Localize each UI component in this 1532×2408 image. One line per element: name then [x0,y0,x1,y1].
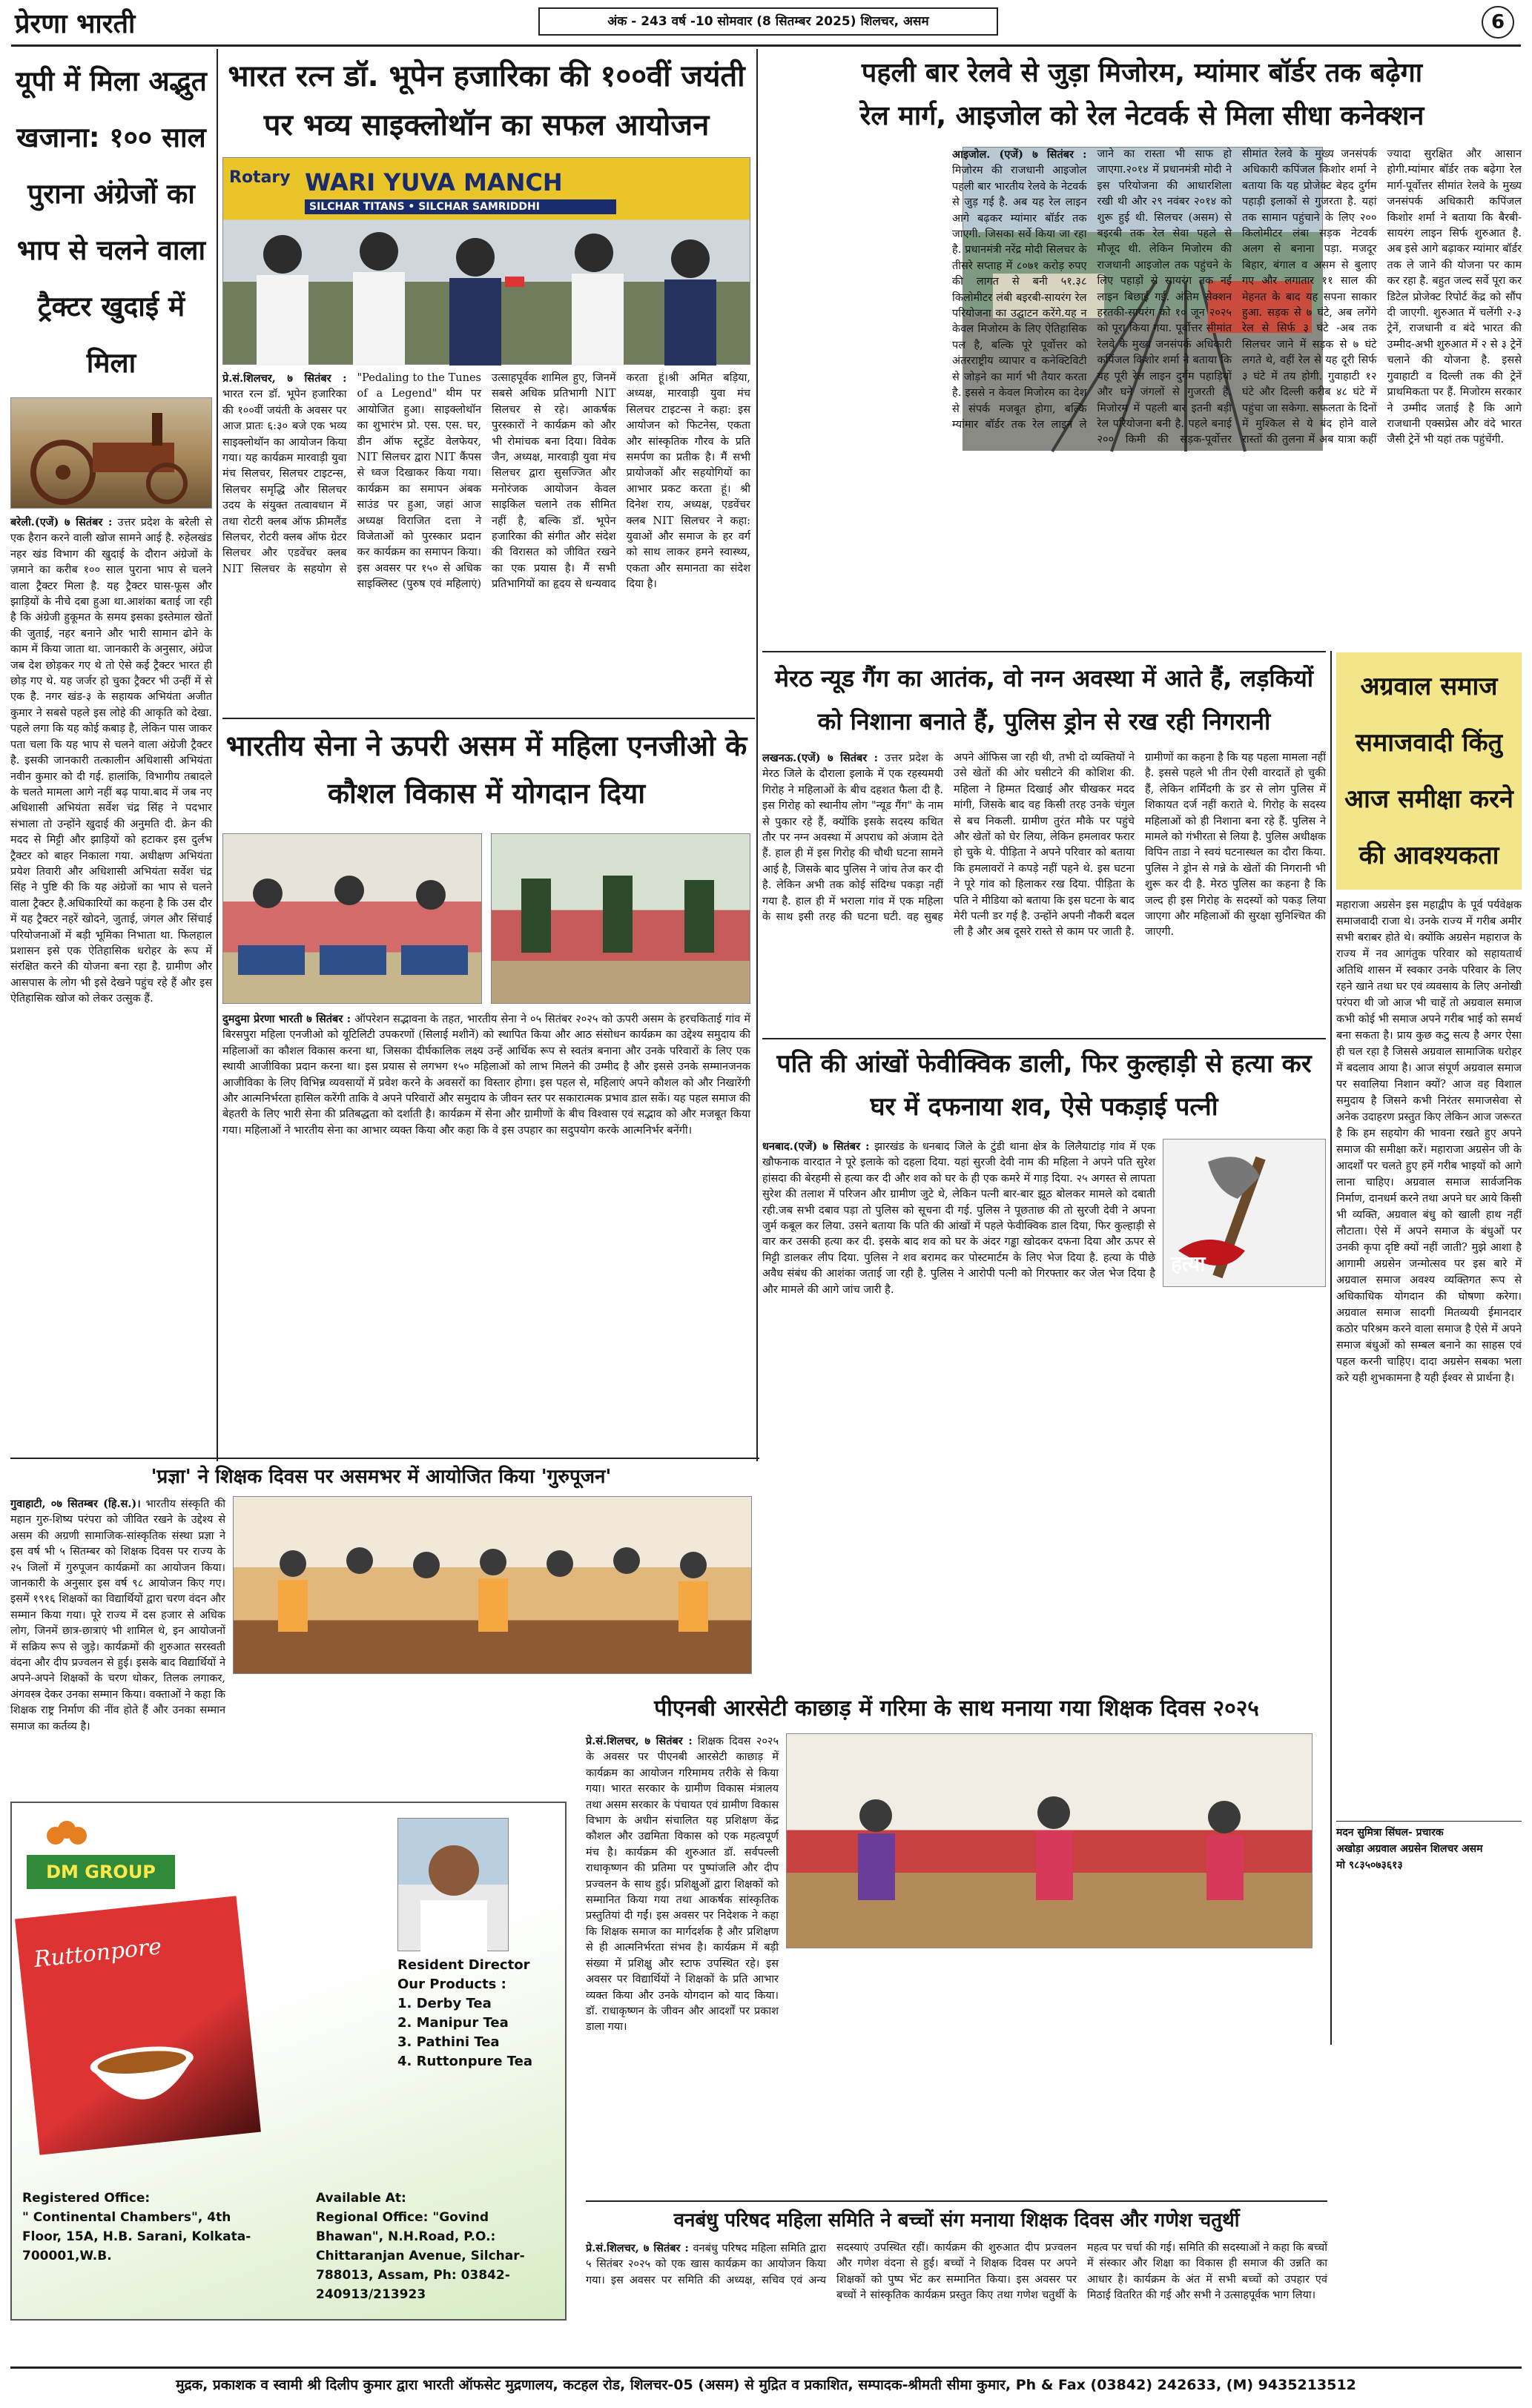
meerut-dateline: लखनऊ.(एजें) ७ सितंबर : [762,752,879,764]
mizoram-headline-1: पहली बार रेलवे से जुड़ा मिजोरम, म्यांमार बॉर्डर तक बढ़ेगा [861,58,1423,88]
gurupujan-photo [233,1496,752,1674]
cyclothon-headline: भारत रत्न डॉ. भूपेन हजारिका की १००वीं जयंती पर भव्य साइक्लोथॉन का सफल आयोजन [228,59,745,142]
gurupujan-headline: 'प्रज्ञा' ने शिक्षक दिवस पर असमभर में आयोजित किया 'गुरुपूजन' [151,1466,612,1488]
section-rule [222,718,755,719]
tractor-story [10,53,212,1453]
ceremony-crowd-icon [234,1497,753,1675]
cyclothon-photo [222,157,750,365]
vanbandhu-story [586,2205,1327,2353]
cyclothon-dateline: प्रे.सं.शिलचर, ७ सितंबर : [222,372,347,385]
dm-group-logo-icon [44,1821,89,1850]
vanbandhu-body: वनबंधु परिषद महिला समिति द्वारा ५ सितंबर २०२५ को एक खास कार्यक्रम का आयोजन किया गया। इस अवसर पर समिति की अध्यक्ष, सचिव एवं अन्य सदस्याएं उपस्थित रहीं। कार्यक्रम की शुरुआत दीप प्रज्वलन और गणेश वंदना से हुई। बच्चों ने शिक्षक दिवस पर अपने शिक्षकों को पुष्प भेंट कर सम्मानित किया। इस अवसर पर बच्चों ने सांस्कृतिक कार्यक्रम प्रस्तुत किए तथा गणेश चतुर्थी के महत्व पर चर्चा की गई। समिति की सदस्याओं ने कहा कि बच्चों में संस्कार और शिक्षा का विकास ही समाज की उन्नति का आधार है। कार्यक्रम के अंत में सभी बच्चों को उपहार एवं मिठाई वितरित की गई और सभी ने उत्साहपूर्वक भाग लिया। [586,2242,1327,2302]
available-at-label: Available At: [316,2191,406,2206]
masthead-rule [11,44,1521,47]
sewing-women-icon [223,834,483,1005]
footer-rule [10,2366,1522,2369]
army-story [222,722,750,1452]
cyclothon-story [222,52,750,719]
tractor-photo [10,397,212,509]
signature-org: अखोड़ा अग्रवाल अग्रसेन शिलचर असम [1336,1843,1483,1855]
registered-office-label: Registered Office: [22,2191,151,2206]
dm-group-ad [10,1802,567,2321]
masthead [0,0,1532,46]
knife-body: झारखंड के धनबाद जिले के टुंडी थाना क्षेत्र के लिलैयाटांड़ गांव में एक खौफनाक वारदात ने पूरे इलाके को दहला दिया. यहां सुरजी देवी नाम की महिला ने अपने पति सुरेश हांसदा की बेरहमी से हत्या कर दी और शव को घर के ही एक कमरे में गाड़ दिया. २५ अगस्त से लापता सुरेश की तलाश में परिजन और ग्रामीण जुटे थे, लेकिन पत्नी बार-बार झूठ बोलकर मामले को दबाती रही.जब सभी दबाव पड़ा तो पुलिस को सूचना दी गई. पुलिस ने पूछताछ की तो सुरजी देवी ने अपना जुर्म कबूल कर लिया. उसने बताया कि पति की आंखों में पहले फेवीक्विक डाल दिया, फिर कुल्हाड़ी से वार कर उसकी हत्या कर दी. इसके बाद शव को घर के अंदर गड्ढा खोदकर दफना दिया और ऊपर से मिट्टी डालकर लीप दिया. पुलिस ने शव बरामद कर पोस्टमार्टम के लिए भेज दिया है. हत्या के पीछे अवैध संबंध की आशंका जताई जा रही है. पुलिस ने आरोपी पत्नी को गिरफ्तार कर जेल भेज दिया है और मामले की आगे जांच जारी है. [762,1141,1155,1296]
pnb-photo [786,1733,1313,1948]
tea-pack [15,1896,261,2155]
meerut-headline: मेरठ न्यूड गैंग का आतंक, वो नग्न अवस्था में आते हैं, लड़कियों को निशाना बनाते हैं, पुलिस ड्रोन से रख रही निगरानी [774,664,1314,735]
knife-photo [1163,1139,1326,1287]
army-group-icon [492,834,751,1005]
meerut-body: उत्तर प्रदेश के मेरठ जिले के दौराला इलाके में एक रहस्यमयी गिरोह ने महिलाओं के बीच दहशत फैला दी है. इस गिरोह को स्थानीय लोग "न्यूड गैंग" के नाम से पुकार रहे हैं, क्योंकि इसके सदस्य कथित तौर पर नग्न अवस्था में अपराध को अंजाम देते हैं. हाल ही में इस गिरोह की चौथी घटना सामने आई है, जिसके बाद पुलिस ने जांच तेज कर दी है. लेकिन अभी तक कोई संदिग्ध पकड़ा नहीं गया है. हाल ही में भराला गांव में एक महिला के साथ इसी तरह की घटना घटी. वह सुबह अपने ऑफिस जा रही थी, तभी दो व्यक्तियों ने उसे खेतों की ओर घसीटने की कोशिश की. महिला ने हिम्मत दिखाई और चीखकर मदद मांगी, जिसके बाद वह किसी तरह उनके चंगुल से बच निकली. ग्रामीण तुरंत मौके पर पहुंचे और खेतों को घेर लिया, लेकिन हमलावर फरार हो चुके थे. पीड़िता ने अपने परिवार को बताया कि हमलावरों ने कपड़े नहीं पहने थे. इस घटना ने पूरे गांव को हिलाकर रख दिया. पीड़िता के पति ने मीडिया को बताया कि इस घटना के बाद मेरी पत्नी डर गई है. उन्होंने अपनी नौकरी बदल ली है और अब दूसरे रास्ते से काम पर जाती है. ग्रामीणों का कहना है कि यह पहला मामला नहीं है. इससे पहले भी तीन ऐसी वारदातें हो चुकी हैं, लेकिन शर्मिंदगी के डर से लोग पुलिस में शिकायत दर्ज नहीं कराते थे. गिरोह के सदस्य महिलाओं को ही निशाना बना रहे हैं. पुलिस ने मामले को गंभीरता से लिया है. पुलिस अधीक्षक विपिन ताडा ने स्वयं घटनास्थल का दौरा किया. पुलिस ने ड्रोन से गन्ने के खेतों की निगरानी भी शुरू कर दी है. मेरठ पुलिस का कहना है कि जल्द ही इस गिरोह के सदस्यों को पकड़ लिया जाएगा और महिलाओं की सुरक्षा सुनिश्चित की जाएगी. [762,752,1326,939]
product-3: 3. Pathini Tea [397,2034,500,2050]
section-rule [762,651,1326,652]
steam-tractor-icon [11,398,213,509]
army-body: ऑपरेशन सद्भावना के तहत, भारतीय सेना ने ०५ सितंबर २०२५ को ऊपरी असम के हरचकिताई गांव में बिरसपुरा महिला एनजीओ को यूटिलिटी उपकरणों (सिलाई मशीनें) को स्थापित किया और आठ संसोधन कार्यक्रम का उद्देश्य समुदाय की महिलाओं का कौशल विकास करना था, जिसका दीर्घकालिक लक्ष्य उन्हें आर्थिक रूप से स्वतंत्र बनाना और उनके परिवारों के लिए एक स्थायी आजीविका प्रदान करना था। इस प्रयास से लगभग १५० महिलाओं को लाभ मिलने की उम्मीद है और इससे उनके सम्मानजनक आजीविका के लिए विभिन्न व्यवसायों में प्रवेश करने के अवसरों का विस्तार होगा। इस पहल से, महिलाएं अपने कौशल को और निखारेंगी और आत्मनिर्भरता हासिल करेंगी ताकि वे अपने परिवारों और समुदाय के जीवन स्तर पर सकारात्मक प्रभाव डाल सकें। यह पहल समाज की बेहतरी के लिए भारी सेना की प्रतिबद्धता को दर्शाती है। कार्यक्रम में सेना और ग्रामीणों के बीच विश्वास एवं सद्भाव को और मजबूत किया गया। महिलाओं ने भारतीय सेना का आभार व्यक्त किया और कहा कि वे इस उपहार का सदुपयोग करके आत्मनिर्भर बनेंगी। [222,1013,750,1137]
army-dateline: दुमदुमा प्रेरणा भारती ७ सितंबर : [222,1013,351,1025]
tractor-body: उत्तर प्रदेश के बरेली से एक हैरान करने वाली खोज सामने आई है. रुहेलखंड नहर खंड विभाग की खुदाई के दौरान अंग्रेजों के ज़माने का करीब १०० साल पुराना भाप से चलने वाला ट्रैक्टर मिला है. यह ट्रैक्टर घास-फूस और झाड़ि‍यों के नीचे दबा हुआ था.आशंका बताई जा रही है कि अंग्रेजी हुकूमत के समय इसका इस्तेमाल खेतों की जुताई, नहर बनाने और भारी सामान ढोने के काम में किया जाता था. जानकारी के अनुसार, अंग्रेज जब देश छोड़कर गए थे तो ऐसे कई ट्रैक्टर भारत ही छोड़ गए थे. यह जर्जर हो चुका ट्रैक्टर भी उन्हीं में से एक है. नगर खंड-३ के सहायक अभियंता अजीत कुमार ने सबसे पहले इस लोहे की आकृति को देखा. पहले लगा कि यह कोई कबाड़ है, लेकिन पास जाकर पता चला कि यह भाप से चलने वाला अंग्रेजी ट्रैक्टर है. इसकी जानकारी तत्कालीन अधिशासी अभियंता नवीन कुमार को दी गई. हालांकि, विभागीय तबादले के चलते मामला आगे नहीं बढ़ पाया.बाद में जब नए अधिशासी अभियंता सर्वेश चंद्र सिंह ने पदभार संभाला तो उन्होंने खुदाई की अनुमति दी. क्रेन की मदद से मिट्टी और झाड़ि‍यों को हटाकर इस दुर्लभ ट्रैक्टर को बाहर निकाला गया. अधीक्षण अभियंता प्रयेश तिवारी और अधिशासी अभियंता सर्वेश चंद्र सिंह ने पुष्टि की कि यह अंग्रेजों का भाप से चलने वाला ट्रैक्टर है.अधिकारियों का कहना है कि उस दौर में यह ट्रैक्टर नहरें खोदने, जुताई, जंगल और सिंचाई परियोजनाओं में बड़ी भूमिका निभाता था. फिलहाल प्रशासन इसे एक ऐतिहासिक धरोहर के रूप में संरक्षित करने की योजना बना रहा है. ग्रामीण और आसपास के लोग भी इसे देखने पहुंच रहे हैं और इस ऐतिहासिक खोज को लेकर उत्सुक हैं. [10,517,212,1005]
photo-banner-sub: SILCHAR TITANS • SILCHAR SAMRIDDHI [305,199,616,214]
army-photo-1 [222,833,482,1004]
gurupujan-dateline: गुवाहाटी, ०७ सितम्बर (हि.स.)। [10,1498,141,1510]
registered-office-address: " Continental Chambers", 4th Floor, 15A, H.B. Sarani, Kolkata-700001,W.B. [22,2210,251,2263]
photo-banner-left: Rotary [229,168,291,187]
vanbandhu-headline: वनबंधु परिषद महिला समिति ने बच्चों संग मनाया शिक्षक दिवस और गणेश चतुर्थी [673,2209,1240,2232]
teachers-day-icon [787,1734,1313,1949]
army-photo-2 [491,833,750,1004]
pnb-dateline: प्रे.सं.शिलचर, ७ सितंबर : [586,1735,693,1747]
resident-director: Resident Director [397,1957,530,1973]
mizoram-body: मिजोरम की राजधानी आइजोल पहली बार भारतीय रेलवे के नेटवर्क से जुड़ गई है. अब यह रेल लाइन आगे बढ़कर म्यांमार बॉर्डर तक जाएगी. जिसका सर्वे किया जा रहा है. प्रधानमंत्री नरेंद्र मोदी सिलचर के तीसरे सप्ताह में ८०७१ करोड़ रुपए की लागत से बनी ५१.३८ किलोमीटर लंबी बइरबी-सायरंग रेल परियोजना का उद्घाटन करेंगे.यह न केवल मिजोरम के लिए ऐतिहासिक पल है, बल्कि पूरे पूर्वोत्तर को अंतरराष्ट्रीय व्यापार व कनेक्टिविटी से जोड़ने का मार्ग भी तैयार करता है. इससे न केवल मिजोरम का देश से संपर्क मजबूत होगा, बल्कि म्यांमार बॉर्डर तक रेल लाइन ले जाने का रास्ता भी साफ हो जाएगा.२०१४ में प्रधानमंत्री मोदी ने इस परियोजना की आधारशिला रखी थी और २९ नवंबर २०१४ को शुरू हुई थी. सिलचर (असम) से बइरबी तक रेल सेवा पहले से मौजूद थी. लेकिन मिजोरम की राजधानी आइजोल तक पहुंचने के लिए पहाड़ों से सायरंग तक नई लाइन बिछाई गई. अंतिम सेक्शन हरतकी-सायरंग को १० जून २०२५ को पूरा किया गया. पूर्वोत्तर सीमांत रेलवे के मुख्य जनसंपर्क अधिकारी कपिंजल किशोर शर्मा ने बताया कि यह पूरी रेल लाइन दुर्गम पहाड़ियों और घने जंगलों से गुजरती है. मिजोरम में पहली बार इतनी बड़ी रेल परियोजना बनी है. पहले बनाई २०० किमी की सड़क-पूर्वोत्तर सीमांत रेलवे के मुख्य जनसंपर्क अधिकारी कपिंजल किशोर शर्मा ने बताया कि यह प्रोजेक्ट बेहद दुर्गम पहाड़ी इलाकों से गुजरता है. यहां तक सामान पहुंचाने के लिए २०० किलोमीटर लंबा सड़क नेटवर्क अलग से बनाना पड़ा. मजदूर बिहार, बंगाल व असम से बुलाए गए और लगातार ११ साल की मेहनत के बाद यह सपना साकार हुआ. सड़क से ७ घंटे, अब लगेंगे रेल से सिर्फ ३ घंटे -अब तक सिलचर जाने में सड़क से ७ घंटे लगते थे, वहीं रेल से यह दूरी सिर्फ ३ घंटे में तय होगी. गुवाहाटी १२ घंटे और दिल्ली करीब ४८ घंटे में पहुंचा जा सकेगा. सफलता के दिनों में मुश्किल से ये बंद होने वाले रास्तों की तुलना में अब यात्रा कहीं ज्यादा सुरक्षित और आसान होगी.म्यांमार बॉर्डर तक बढ़ेगा रेल मार्ग-पूर्वोत्तर सीमांत रेलवे के मुख्य जनसंपर्क अधिकारी कपिंजल किशोर शर्मा ने बताया कि बैरबी-सायरंग लाइन सिर्फ शुरुआत है. अब इसे आगे बढ़ाकर म्यांमार बॉर्डर तक ले जाने की योजना पर काम कर रहा है. बहुत जल्द सर्वे पूरा कर डिटेल प्रोजेक्ट रिपोर्ट केंद्र को सौंप दी जाएगी. शुरुआत में चलेंगी २-३ ट्रेनें, राजधानी व बंदे भारत की उम्मीद-अभी शुरुआत में २ से ३ ट्रेनें चलाने की योजना है. इससे गुवाहाटी व दिल्ली तक की ट्रेनें प्राथमिकता पर हैं. मिजोरम सरकार ने उम्मीद जताई है कि आगे राजधानी एक्सप्रेस और वंदे भारत जैसी ट्रेनें भी यहां तक पहुंचेंगी. [952,148,1522,446]
column-rule [1330,651,1332,2045]
page-number: 6 [1482,6,1514,39]
mizoram-headline-2: रेल मार्ग, आइजोल को रेल नेटवर्क से मिला सीधा कनेक्शन [859,101,1424,131]
gurupujan-story [10,1462,752,1733]
pnb-headline: पीएनबी आरसेटी काछाड़ में गरिमा के साथ मनाया गया शिक्षक दिवस २०२५ [654,1696,1259,1721]
tea-pack-label: Ruttonpore [33,1934,163,1974]
issue-line: अंक - 243 वर्ष -10 सोमवार (8 सितम्बर 2025) शिलचर, असम [538,7,998,36]
signature-name: मदन सुमित्रा सिंघल- प्रचारक [1336,1827,1444,1839]
cyclothon-body: भारत रत्न डॉ. भूपेन हजारिका की १००वीं जयंती के अवसर पर आज प्रातः ६:३० बजे एक भव्य साइक्लोथॉन का आयोजन किया गया। यह कार्यक्रम मारवाड़ी युवा मंच सिलचर, सिलचर टाइटन्स, सिलचर समृद्धि और सिलचर उदय के संयुक्त तत्वावधान में तथा रोटरी क्लब ऑफ फ्रीमलैंड सिलचर, रोटरी क्लब ऑफ ग्रेटर सिलचर और एडवेंचर क्लब NIT सिलचर के सहयोग से "Pedaling to the Tunes of a Legend" थीम पर आयोजित हुआ। साइक्लोथॉन का शुभारंभ प्रो. एस. एस. घर, डीन ऑफ स्टूडेंट वेलफेयर, NIT सिलचर द्वारा NIT कैंपस से ध्वज दिखाकर किया गया। कार्यक्रम का समापन अंबक साउंड पर हुआ, जहां आज अध्यक्ष विराजित दत्ता ने विजेताओं को पुरस्कार प्रदान कर कार्यक्रम का समापन किया।इस अवसर पर १५० से अधिक साइक्लिस्ट (पुरुष एवं महिलाएं) उत्साहपूर्वक शामिल हुए, जिनमें सबसे अधिक प्रतिभागी NIT सिलचर से रहे। आकर्षक पुरस्कारों ने कार्यक्रम को और भी रोमांचक बना दिया। विवेक जैन, अध्यक्ष, मारवाड़ी युवा मंच सिलचर द्वारा सुसज्जित और मनोरंजक आयोजन केवल साइकिल चलाने तक सीमित नहीं है, बल्कि डॉ. भूपेन हजारिका की संगीत और संदेश की विरासत को जीवित रखने का एक प्रयास है। मैं सभी प्रतिभागियों का हृदय से धन्यवाद करता हूं।श्री अमित बड़िया, अध्यक्ष, मारवाड़ी युवा मंच सिलचर टाइटन्स ने कहा: इस आयोजन को फिटनेस, एकता और सांस्कृतिक गौरव के प्रति समर्पण का प्रतीक है। मैं सभी प्रायोजकों और सहयोगियों का आभार प्रकट करता हूं। श्री दिनेश राय, अध्यक्ष, एडवेंचर क्लब NIT सिलचर ने कहा: युवाओं और समाज के हर वर्ग को साथ लाकर हमने स्वास्थ्य, एकता और समानता का संदेश दिया है। [222,372,750,591]
samaj-signature [1336,1821,1522,1873]
person-icon [398,1819,509,1952]
section-rule [586,2200,1327,2202]
photo-banner-main: WARI YUVA MANCH [305,168,563,196]
knife-dateline: धनबाद.(एजें) ७ सितंबर : [762,1140,870,1153]
tea-cup-icon [70,2011,214,2128]
products-heading: Our Products : [397,1977,506,1992]
participants-icon [223,225,751,366]
product-1: 1. Derby Tea [397,1996,492,2011]
regional-office: Regional Office: "Govind Bhawan", N.H.Road, P.O.: Chittaranjan Avenue, Silchar-788013, Assam, Ph: 03842-240913/213923 [316,2210,525,2302]
pnb-story [586,1692,1327,2063]
pnb-body: शिक्षक दिवस २०२५ के अवसर पर पीएनबी आरसेटी काछाड़ में कार्यक्रम का आयोजन गरिमामय तरीके से किया गया। भारत सरकार के ग्रामीण विकास मंत्रालय तथा असम सरकार के पंचायत एवं ग्रामीण विकास विभाग के अधीन संचालित यह प्रशिक्षण केंद्र कौशल और उद्यमिता विकास को एक महत्वपूर्ण मंच है। कार्यक्रम की शुरुआत डॉ. सर्वपल्ली राधाकृष्णन की प्रतिमा पर पुष्पांजलि और दीप प्रज्वलन के साथ हुई। प्रशिक्षुओं द्वारा शिक्षकों को सम्मानित किया गया तथा आकर्षक सांस्कृतिक प्रस्तुतियां दी गईं। इस अवसर पर निदेशक ने कहा कि शिक्षक समाज का मार्गदर्शक है और प्रशिक्षण से ही आत्मनिर्भरता संभव है। कार्यक्रम में बड़ी संख्या में प्रशिक्षु और स्टाफ उपस्थित रहे। इस अवसर पर विद्यार्थियों ने शिक्षकों के प्रति आभार व्यक्त किया और उनके योगदान को याद किया। डॉ. राधाकृष्णन के जीवन और आदर्शों पर प्रकाश डाला गया। [586,1736,779,2034]
product-2: 2. Manipur Tea [397,2015,509,2031]
samaj-story [1336,652,1522,2046]
section-rule [762,1038,1326,1039]
knife-photo-caption: हत्या [1171,1251,1206,1276]
army-headline: भारतीय सेना ने ऊपरी असम में महिला एनजीओ के कौशल विकास में योगदान दिया [225,730,747,810]
product-4: 4. Ruttonpure Tea [397,2054,532,2069]
column-rule [217,49,218,1461]
mizoram-story [762,52,1522,645]
director-photo [397,1818,509,1951]
tractor-headline: यूपी में मिला अद्भुत खजाना: १०० साल पुराना अंग्रेजों का भाप से चलने वाला ट्रैक्टर खुदाई में मिला [16,65,207,379]
mizoram-dateline: आइजोल. (एजें) ७ सितंबर : [952,148,1087,161]
samaj-headline: अग्रवाल समाज समाजवादी किंतु आज समीक्षा करने की आवश्यकता [1336,652,1522,890]
paper-name: प्रेरणा भारती [15,9,136,39]
vanbandhu-dateline: प्रे.सं.शिलचर, ७ सितंबर : [586,2242,689,2255]
section-rule [10,1458,759,1459]
footer-imprint: मुद्रक, प्रकाशक व स्वामी श्री दिलीप कुमार द्वारा भारती ऑफसेट मुद्रणालय, कटहल रोड, शिलचर-05 (असम) से मुद्रित व प्रकाशित, सम्पादक-श्रीमती सीमा कुमार, Ph & Fax (03842) 242633, (M) 9435213512 [176,2377,1356,2393]
gurupujan-body: भारतीय संस्कृति की महान गुरु-शिष्य परंपरा को जीवित रखने के उद्देश्य से असम की अग्रणी सामाजिक-सांस्कृतिक संस्था प्रज्ञा ने इस वर्ष भी ५ सितम्बर को शिक्षक दिवस पर राज्य के २५ जिलों में गुरुपूजन कार्यक्रमों का आयोजन किया।जानकारी के अनुसार इस वर्ष ९८ आयोजन किए गए। इसमें १९१६ शिक्षकों का विद्यार्थियों द्वारा चरण वंदन और सम्मान किया गया। पूरे राज्य में दस हजार से अधिक लोग, जिनमें छात्र-छात्राएं भी शामिल थे, इन आयोजनों में सक्रिय रूप से जुड़े। कार्यक्रमों की शुरुआत सरस्वती वंदना और दीप प्रज्वलन से हुई। इसके बाद विद्यार्थियों ने अपने-अपने शिक्षकों के चरण धोकर, तिलक लगाकर, अंगवस्त्र देकर उनका सम्मान किया। वक्ताओं ने कहा कि शिक्षक राष्ट्र निर्माण की नींव होते हैं और उनका सम्मान समाज का कर्तव्य है। [10,1498,226,1733]
signature-phone: मो ९८३५०७३६१३ [1336,1859,1403,1871]
knife-story [762,1042,1326,1458]
column-rule [756,49,758,1461]
samaj-body: महाराजा अग्रसेन इस महाद्वीप के पूर्व पर्यवेक्षक समाजवादी राजा थे। उनके राज्य में गरीब अमीर सभी बराबर होते थे। क्योंकि अग्रसेन महाराज के राज्य में नव आगंतुक परिवार को सहायतार्थ अतिथि शासन में स्वकार उनके परिवार के लिए रहने खाने तथा घर एवं व्यवसाय के लिए अनोखी परंपरा थी जो आज भी चाहें तो अग्रवाल समाज कभी कोई भी समाज अपने गरीब भाई को समर्थ बना सकता है। प्राय कुछ कटु सत्य है अगर ऐसा ही चल रहा है जिससे अग्रवाल सामाजिक धरोहर में बदलाव आया है। आज संपूर्ण अग्रवाल समाज पर सवालिया निशान क्यों? आज वह विशाल समुदाय है जिसने कभी निरंतर समाजसेवा से अनेक उदाहरण प्रस्तुत किए लेकिन आज जरूरत है कि हम सहयोग की भावना रखते हुए अपने समाज की समीक्षा करें। महाराजा अग्रसेन जी के आदर्शों पर चलते हुए हमें गरीब भाइयों को आगे लाना चाहिए। अग्रवाल समाज सार्वजनिक निर्माण, दानधर्म करने तथा अपने घर आये किसी भी व्यक्ति, अग्रवाल बंधु को खाली हाथ नहीं लौटाता। ऐसे में अपने समाज के बंधुओं पर उनकी कृपा दृष्टि क्यों नहीं जाती? मुझे आशा है आगामी अग्रसेन जन्मोत्सव पर इस बारे में अग्रवाल समाज अवश्य व्यक्तिगत रूप से अधिकाधिक योगदान की घोषणा करेगा। अग्रवाल समाज सादगी मितव्ययी ईमानदार कठोर परिश्रम करने वाला समाज है ऐसे में अपने समाज बंधुओं को सम्बल बनाने का साहस एवं पहल करनी चाहिए। दादा अग्रसेन सबका भला करे यही शुभकामना है यही ईश्वर से प्रार्थना है। [1336,899,1522,1384]
tractor-dateline: बरेली.(एजें) ७ सितंबर : [10,516,113,529]
knife-headline: पति की आंखों फेवीक्विक डाली, फिर कुल्हाड़ी से हत्या कर घर में दफनाया शव, ऐसे पकड़ाई पत्नी [776,1049,1312,1122]
ad-brand: DM GROUP [27,1855,175,1889]
